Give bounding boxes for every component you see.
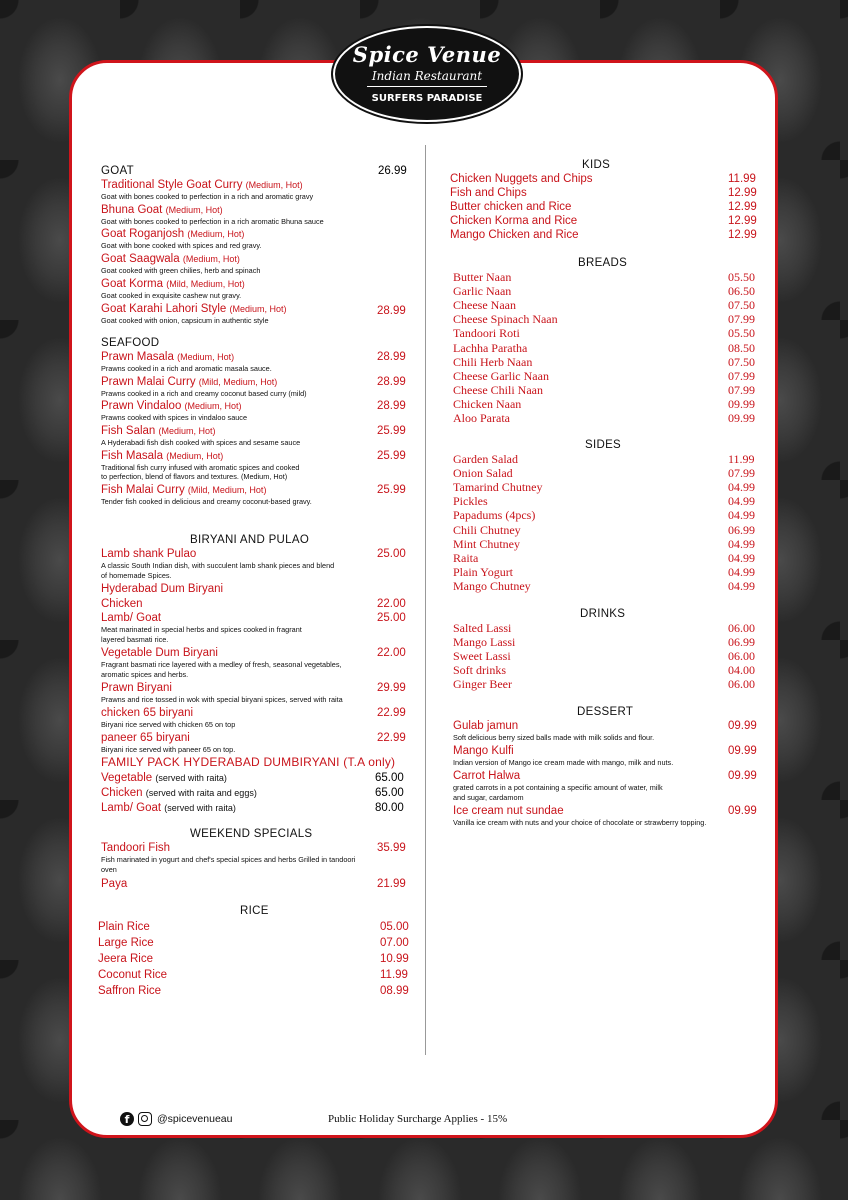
dessert-item-price: 09.99 xyxy=(728,770,757,782)
item-name: Fish Masala xyxy=(101,449,163,462)
kids-item: Chicken Nuggets and Chips xyxy=(450,173,593,185)
biryani-item-price: 22.00 xyxy=(377,598,406,610)
biryani-item-price: 22.99 xyxy=(377,732,406,744)
item-description: layered basmati rice. xyxy=(101,634,169,644)
rice-item: Jeera Rice xyxy=(98,953,153,965)
seafood-item-price: 28.99 xyxy=(377,375,406,388)
item-name: Chicken xyxy=(101,787,143,799)
item-description: Goat cooked in exquisite cashew nut gravy. xyxy=(101,290,242,300)
biryani-item: Prawn Biryani xyxy=(101,682,172,694)
rice-item: Large Rice xyxy=(98,937,154,949)
bread-item: Lachha Paratha xyxy=(453,340,528,355)
item-description: Prawns cooked with spices in vindaloo sauce xyxy=(101,413,248,423)
side-item-price: 04.99 xyxy=(728,508,755,523)
logo-location: SURFERS PARADISE xyxy=(371,93,483,104)
bread-item-price: 07.50 xyxy=(728,354,755,369)
seafood-item-price: 28.99 xyxy=(377,400,406,413)
dessert-item: Carrot Halwa xyxy=(453,770,521,782)
goat-item xyxy=(101,227,244,241)
side-item: Mint Chutney xyxy=(453,536,521,551)
item-description: Vanilla ice cream with nuts and your choice of chocolate or strawberry topping. xyxy=(453,818,707,827)
family-pack-price: 80.00 xyxy=(375,802,404,814)
goat-item xyxy=(101,178,303,192)
item-name: Prawn Malai Curry xyxy=(101,375,196,388)
seafood-item xyxy=(101,399,242,413)
seafood-item-price: 28.99 xyxy=(377,351,406,363)
weekend-item-price: 21.99 xyxy=(377,878,406,890)
seafood-item xyxy=(101,424,216,438)
item-description: Goat with bone cooked with spices and red gravy. xyxy=(101,241,262,251)
item-description: Goat cooked with onion, capsicum in authentic style xyxy=(101,315,269,325)
kids-item: Fish and Chips xyxy=(450,187,527,199)
item-name: Lamb/ Goat xyxy=(101,802,162,814)
goat-item xyxy=(101,203,223,217)
side-item-price: 04.99 xyxy=(728,480,755,495)
item-note: (served with raita and eggs) xyxy=(145,788,257,798)
dessert-item-price: 09.99 xyxy=(728,745,757,757)
rice-item: Plain Rice xyxy=(98,921,150,933)
bread-item: Garlic Naan xyxy=(453,284,512,299)
item-description: of homemade Spices. xyxy=(101,570,172,580)
goat-item-price: 28.99 xyxy=(377,304,406,317)
side-item: Tamarind Chutney xyxy=(453,480,543,495)
rice-item-price: 08.99 xyxy=(380,985,409,997)
dessert-item: Ice cream nut sundae xyxy=(453,805,564,817)
family-pack-item xyxy=(101,801,236,815)
item-description: and sugar, cardamom xyxy=(453,792,524,802)
kids-item: Butter chicken and Rice xyxy=(450,201,572,213)
item-description: A classic South Indian dish, with succulent lamb shank pieces and blend xyxy=(101,561,335,570)
drink-item-price: 06.00 xyxy=(728,649,755,664)
item-description: Traditional fish curry infused with aromatic spices and cooked xyxy=(101,462,300,472)
item-name: Goat Korma xyxy=(101,277,163,290)
family-pack-title: FAMILY PACK HYDERABAD DUMBIRYANI (T.A only) xyxy=(101,755,396,769)
biryani-item-price: 25.00 xyxy=(377,612,406,624)
bread-item: Cheese Spinach Naan xyxy=(453,312,558,327)
section-title-biryani: BIRYANI AND PULAO xyxy=(190,534,310,546)
rice-item-price: 11.99 xyxy=(380,969,408,981)
item-description: Prawns cooked in a rich and creamy coconut based curry (mild) xyxy=(101,388,307,398)
rice-item-price: 05.00 xyxy=(380,921,409,933)
section-title-rice: RICE xyxy=(240,905,269,917)
bread-item-price: 08.50 xyxy=(728,340,755,355)
side-item: Pickles xyxy=(453,494,488,509)
seafood-item xyxy=(101,350,234,364)
section-title-weekend: WEEKEND SPECIALS xyxy=(190,828,313,840)
bread-item: Tandoori Roti xyxy=(453,326,520,341)
section-title-goat: GOAT xyxy=(101,165,134,177)
logo-rule xyxy=(367,86,487,87)
item-description: Goat cooked with green chilies, herb and spinach xyxy=(101,266,261,276)
item-description: Goat with bones cooked to perfection in a rich and aromatic gravy xyxy=(101,192,314,201)
item-description: Meat marinated in special herbs and spices cooked in fragrant xyxy=(101,625,302,634)
item-spice-level: (Medium, Hot) xyxy=(182,254,240,265)
biryani-item-price: 22.99 xyxy=(377,707,406,719)
social-handle[interactable]: @spicevenueau xyxy=(157,1113,233,1125)
dessert-item: Mango Kulfi xyxy=(453,745,514,757)
side-item-price: 04.99 xyxy=(728,550,755,565)
item-name: Goat Saagwala xyxy=(101,253,180,266)
dessert-item: Gulab jamun xyxy=(453,720,519,732)
item-description: Prawns and rice tossed in wok with special biryani spices, served with raita xyxy=(101,695,343,704)
bread-item: Chili Herb Naan xyxy=(453,354,533,369)
item-spice-level: (Mild, Medium, Hot) xyxy=(198,376,278,387)
item-description: grated carrots in a pot containing a specific amount of water, milk xyxy=(453,783,663,792)
bread-item: Aloo Parata xyxy=(453,411,510,425)
biryani-item-price: 29.99 xyxy=(377,682,406,694)
goat-item xyxy=(101,277,245,291)
bread-item-price: 09.99 xyxy=(728,396,755,411)
side-item-price: 04.99 xyxy=(728,536,755,551)
biryani-item: Lamb/ Goat xyxy=(101,612,162,624)
item-spice-level: (Medium, Hot) xyxy=(187,229,245,240)
dessert-item-price: 09.99 xyxy=(728,720,757,732)
item-description: Soft delicious berry sized balls made with milk solids and flour. xyxy=(453,733,655,742)
item-description: Biryani rice served with paneer 65 on top. xyxy=(101,745,236,754)
item-description: Indian version of Mango ice cream made with mango, milk and nuts. xyxy=(453,758,674,767)
item-note: (served with raita) xyxy=(155,773,227,783)
section-title-drinks: DRINKS xyxy=(580,608,626,620)
bread-item: Cheese Chili Naan xyxy=(453,382,543,397)
item-description: Prawns cooked in a rich and aromatic masala sauce. xyxy=(101,364,272,373)
side-item: Papadums (4pcs) xyxy=(453,508,536,523)
bread-item-price: 07.99 xyxy=(728,312,755,327)
item-description: Biryani rice served with chicken 65 on top xyxy=(101,720,236,729)
goat-price: 26.99 xyxy=(378,165,407,177)
item-name: Traditional Style Goat Curry xyxy=(101,179,243,191)
side-item-price: 04.99 xyxy=(728,564,755,579)
item-spice-level: (Medium, Hot) xyxy=(165,204,223,215)
biryani-item: chicken 65 biryani xyxy=(101,707,194,719)
biryani-item: paneer 65 biryani xyxy=(101,732,190,744)
weekend-item: Paya xyxy=(101,878,128,890)
seafood-item-price: 25.99 xyxy=(377,425,406,438)
side-item-price: 04.99 xyxy=(728,494,755,509)
item-spice-level: (Medium, Hot) xyxy=(177,352,235,362)
item-description: Goat with bones cooked to perfection in a rich aromatic Bhuna sauce xyxy=(101,216,324,226)
seafood-item-price: 25.99 xyxy=(377,449,406,462)
rice-item: Saffron Rice xyxy=(98,985,162,997)
side-item: Plain Yogurt xyxy=(453,564,514,579)
biryani-item-price: 25.00 xyxy=(377,548,406,560)
kids-item-price: 11.99 xyxy=(728,173,756,185)
column-divider xyxy=(425,145,426,1055)
bread-item: Chicken Naan xyxy=(453,396,522,411)
biryani-item: Hyderabad Dum Biryani xyxy=(101,583,224,595)
bread-item-price: 07.50 xyxy=(728,298,755,313)
item-spice-level: (Medium, Hot) xyxy=(158,426,216,437)
family-pack-price: 65.00 xyxy=(375,772,404,784)
item-description: to perfection, blend of flavors and textures. (Medium, Hot) xyxy=(101,472,288,482)
biryani-item: Lamb shank Pulao xyxy=(101,548,197,560)
item-note: (served with raita) xyxy=(164,803,236,813)
item-description: aromatic spices and herbs. xyxy=(101,669,189,679)
seafood-item xyxy=(101,449,223,463)
seafood-item xyxy=(101,375,277,389)
side-item-price: 06.99 xyxy=(728,522,755,537)
drink-item: Ginger Beer xyxy=(453,677,512,692)
bread-item-price: 05.50 xyxy=(728,326,755,341)
kids-item: Mango Chicken and Rice xyxy=(450,229,579,241)
side-item: Mango Chutney xyxy=(453,578,531,593)
item-name: Prawn Masala xyxy=(101,351,174,363)
bread-item-price: 05.50 xyxy=(728,270,755,284)
kids-item-price: 12.99 xyxy=(728,229,757,241)
rice-item: Coconut Rice xyxy=(98,969,168,981)
item-description: oven xyxy=(101,864,117,874)
biryani-item-price: 22.00 xyxy=(377,647,406,659)
family-pack-item xyxy=(101,786,257,800)
side-item: Raita xyxy=(453,550,479,565)
side-item: Garden Salad xyxy=(453,452,518,466)
item-name: Fish Salan xyxy=(101,425,156,438)
dessert-item-price: 09.99 xyxy=(728,805,757,817)
weekend-item: Tandoori Fish xyxy=(101,842,171,854)
facebook-icon[interactable]: f xyxy=(120,1112,134,1126)
bread-item: Butter Naan xyxy=(453,270,512,284)
restaurant-logo xyxy=(333,26,521,122)
side-item-price: 11.99 xyxy=(728,452,755,466)
bread-item: Cheese Naan xyxy=(453,298,516,313)
kids-item-price: 12.99 xyxy=(728,215,757,227)
side-item: Chili Chutney xyxy=(453,522,521,537)
kids-item-price: 12.99 xyxy=(728,187,757,199)
bread-item-price: 07.99 xyxy=(728,382,755,397)
drink-item: Mango Lassi xyxy=(453,635,516,650)
surcharge-note: Public Holiday Surcharge Applies - 15% xyxy=(328,1113,508,1125)
seafood-item xyxy=(101,483,266,497)
seafood-item-price: 25.99 xyxy=(377,484,406,496)
rice-item-price: 07.00 xyxy=(380,937,409,949)
rice-item-price: 10.99 xyxy=(380,953,409,965)
item-name: Goat Karahi Lahori Style xyxy=(101,302,227,315)
side-item-price: 07.99 xyxy=(728,466,755,481)
drink-item-price: 06.99 xyxy=(728,635,755,650)
side-item: Onion Salad xyxy=(453,466,513,481)
bread-item-price: 06.50 xyxy=(728,284,755,299)
biryani-item: Chicken xyxy=(101,598,143,610)
item-spice-level: (Mild, Medium, Hot) xyxy=(166,278,245,289)
kids-item: Chicken Korma and Rice xyxy=(450,215,578,227)
item-name: Fish Malai Curry xyxy=(101,484,185,496)
drink-item: Soft drinks xyxy=(453,663,507,678)
section-title-sides: SIDES xyxy=(585,439,622,451)
drink-item-price: 06.00 xyxy=(728,677,755,692)
drink-item-price: 06.00 xyxy=(728,621,755,635)
item-name: Prawn Vindaloo xyxy=(101,400,182,413)
kids-item-price: 12.99 xyxy=(728,201,757,213)
bread-item-price: 09.99 xyxy=(728,411,755,425)
logo-subtitle: Indian Restaurant xyxy=(371,69,483,83)
drink-item: Salted Lassi xyxy=(453,621,512,635)
goat-item xyxy=(101,252,240,266)
weekend-item-price: 35.99 xyxy=(377,842,406,854)
section-title-dessert: DESSERT xyxy=(577,706,634,718)
item-description: Tender fish cooked in delicious and creamy coconut-based gravy. xyxy=(101,497,312,506)
item-spice-level: (Medium, Hot) xyxy=(229,303,287,314)
logo-name: Spice Venue xyxy=(352,42,502,67)
item-description: Fragrant basmati rice layered with a medley of fresh, seasonal vegetables, xyxy=(101,660,342,669)
item-name: Bhuna Goat xyxy=(101,203,163,216)
family-pack-price: 65.00 xyxy=(375,787,404,799)
drink-item: Sweet Lassi xyxy=(453,649,511,664)
instagram-icon[interactable] xyxy=(138,1112,152,1126)
item-spice-level: (Mild, Medium, Hot) xyxy=(187,485,267,495)
drink-item-price: 04.00 xyxy=(728,663,755,678)
section-title-kids: KIDS xyxy=(582,159,611,171)
item-spice-level: (Medium, Hot) xyxy=(184,401,242,412)
biryani-item: Vegetable Dum Biryani xyxy=(101,647,218,659)
side-item-price: 04.99 xyxy=(728,578,755,593)
item-description: A Hyderabadi fish dish cooked with spices and sesame sauce xyxy=(101,438,301,448)
item-spice-level: (Medium, Hot) xyxy=(166,450,224,461)
item-spice-level: (Medium, Hot) xyxy=(245,180,303,190)
item-name: Goat Roganjosh xyxy=(101,228,185,241)
section-title-seafood: SEAFOOD xyxy=(101,337,160,349)
goat-item xyxy=(101,302,287,316)
item-name: Vegetable xyxy=(101,772,153,784)
bread-item: Cheese Garlic Naan xyxy=(453,368,549,383)
item-description: Fish marinated in yogurt and chef's special spices and herbs Grilled in tandoori xyxy=(101,855,356,864)
bread-item-price: 07.99 xyxy=(728,368,755,383)
section-title-breads: BREADS xyxy=(578,257,628,269)
family-pack-item xyxy=(101,771,227,785)
